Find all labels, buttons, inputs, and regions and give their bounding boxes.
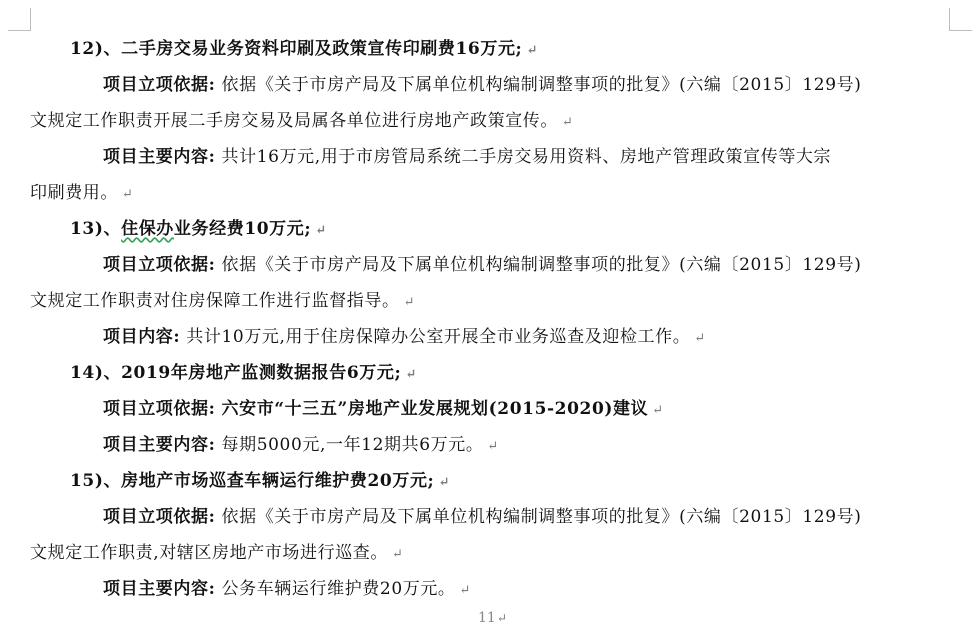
item-13-basis: 项目立项依据: 依据《关于市房产局及下属单位机构编制调整事项的批复》(六编〔2015〕129号) — [103, 255, 862, 275]
item-12-content: 项目主要内容: 共计16万元,用于市房管局系统二手房交易用资料、房地产管理政策宣传等大宗 — [103, 147, 832, 167]
item-12-basis: 项目立项依据: 依据《关于市房产局及下属单位机构编制调整事项的批复》(六编〔2015〕129号) — [103, 75, 862, 95]
item-15-content: 项目主要内容: 公务车辆运行维护费20万元。 ↵ — [103, 579, 472, 599]
item-13-heading: 13)、住保办业务经费10万元; ↵ — [70, 219, 327, 239]
item-12-basis-cont: 文规定工作职责开展二手房交易及局属各单位进行房地产政策宣传。 ↵ — [30, 111, 574, 131]
item-15-heading: 15)、房地产市场巡查车辆运行维护费20万元; ↵ — [70, 471, 450, 491]
crop-mark-top-right — [949, 8, 972, 31]
spellcheck-underline: 住保办 — [121, 219, 174, 239]
item-13-basis-cont: 文规定工作职责对住房保障工作进行监督指导。 ↵ — [30, 291, 416, 311]
item-13-content: 项目内容: 共计10万元,用于住房保障办公室开展全市业务巡查及迎检工作。 ↵ — [103, 327, 706, 347]
item-12-content-cont: 印刷费用。 ↵ — [30, 183, 134, 203]
item-15-basis-cont: 文规定工作职责,对辖区房地产市场进行巡查。 ↵ — [30, 543, 404, 563]
item-14-heading: 14)、2019年房地产监测数据报告6万元; ↵ — [70, 363, 417, 383]
item-14-basis: 项目立项依据: 六安市“十三五”房地产业发展规划(2015-2020)建议 ↵ — [103, 399, 664, 419]
page-number: 11↵ — [478, 610, 507, 626]
item-15-basis: 项目立项依据: 依据《关于市房产局及下属单位机构编制调整事项的批复》(六编〔2015〕129号) — [103, 507, 862, 527]
item-12-heading: 12)、二手房交易业务资料印刷及政策宣传印刷费16万元; ↵ — [70, 39, 538, 59]
crop-mark-top-left — [8, 8, 31, 31]
item-14-content: 项目主要内容: 每期5000元,一年12期共6万元。 ↵ — [103, 435, 499, 455]
